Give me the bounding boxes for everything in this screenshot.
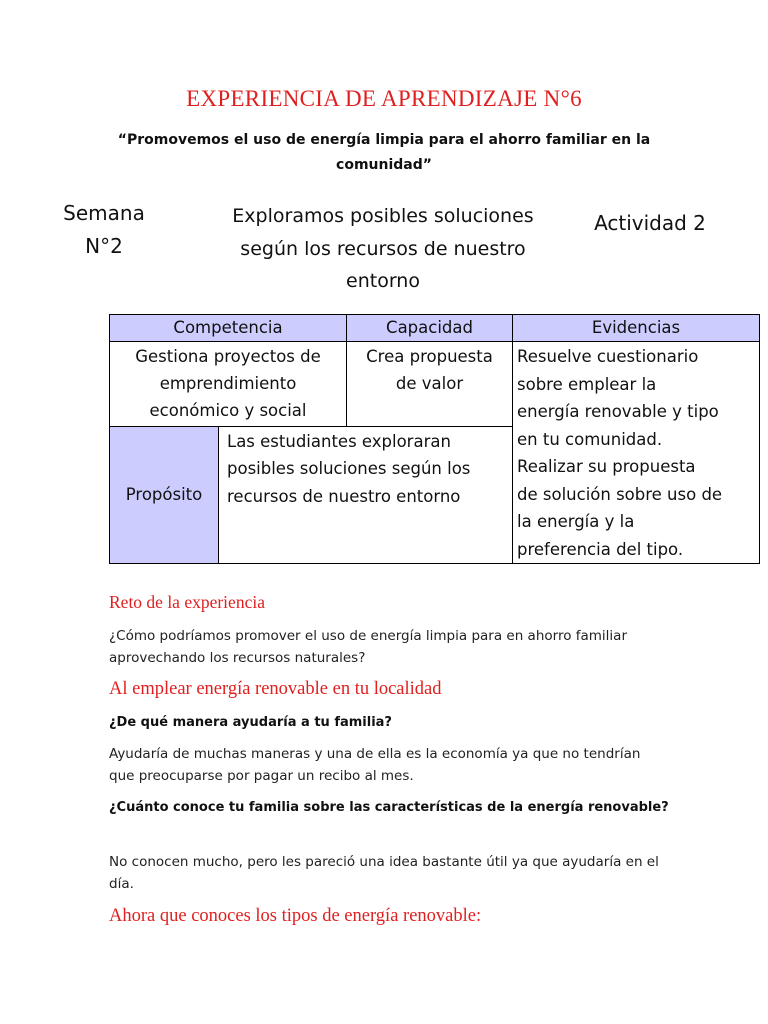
week-label: Semana	[63, 201, 145, 225]
week-topic-line: según los recursos de nuestro	[240, 237, 526, 260]
question-1: ¿De qué manera ayudaría a tu familia?	[109, 715, 392, 730]
cell-line: de valor	[395, 374, 464, 393]
question-2: ¿Cuánto conoce tu familia sobre las características de la energía renovable?	[109, 800, 669, 815]
week-topic-line: Exploramos posibles soluciones	[232, 205, 534, 227]
document-title: EXPERIENCIA DE APRENDIZAJE N°6	[186, 86, 582, 111]
cell-line: de solución sobre uso de	[517, 484, 723, 504]
ahora-heading: Ahora que conoces los tipos de energía renovable:	[109, 906, 482, 926]
answer-1: Ayudaría de muchas maneras y una de ella es la economía ya que no tendrían que preocuparse por pagar un recibo al mes.	[109, 746, 641, 784]
cell-line: Resuelve cuestionario	[517, 347, 699, 366]
cell-line: Gestiona proyectos de	[135, 347, 321, 366]
cell-line: energía renovable y tipo	[517, 402, 719, 421]
week-number	[52, 197, 156, 263]
answer-2: No conocen mucho, pero les pareció una idea bastante útil ya que ayudaría en el día.	[109, 854, 659, 892]
week-topic	[208, 200, 558, 298]
cell-line: emprendimiento	[159, 374, 297, 393]
header-evidencias: Evidencias	[513, 315, 760, 342]
cell-line: Realizar su propuesta	[517, 457, 696, 476]
cell-line: la energía y la	[517, 512, 635, 531]
cell-line: recursos de nuestro entorno	[227, 486, 461, 506]
table-header-row	[110, 315, 760, 342]
header-competencia: Competencia	[110, 315, 347, 342]
cell-line: Crea propuesta	[366, 347, 493, 366]
week-value: N°2	[85, 234, 123, 258]
competencia-cell	[110, 342, 347, 427]
proposito-cell	[219, 426, 513, 563]
reto-heading: Reto de la experiencia	[109, 592, 265, 612]
cell-line: en tu comunidad.	[517, 429, 663, 449]
experience-subtitle: “Promovemos el uso de energía limpia para el ahorro familiar en la comunidad”	[117, 132, 651, 173]
competency-table	[109, 314, 760, 564]
cell-line: económico y social	[149, 401, 307, 420]
week-topic-line: entorno	[346, 270, 420, 292]
activity-label: Actividad 2	[594, 211, 706, 235]
header-capacidad: Capacidad	[347, 315, 513, 342]
capacidad-cell	[347, 342, 513, 427]
cell-line: Las estudiantes exploraran	[227, 431, 451, 451]
cell-line: posibles soluciones según los	[227, 459, 471, 479]
evidencias-cell	[513, 342, 760, 564]
table-row	[110, 342, 760, 427]
cell-line: sobre emplear la	[517, 374, 657, 394]
emplear-heading: Al emplear energía renovable en tu localidad	[109, 679, 442, 699]
proposito-label: Propósito	[110, 426, 219, 563]
cell-line: preferencia del tipo.	[517, 539, 684, 559]
reto-text: ¿Cómo podríamos promover el uso de energía limpia para en ahorro familiar aprovechando los recursos naturales?	[109, 628, 628, 666]
